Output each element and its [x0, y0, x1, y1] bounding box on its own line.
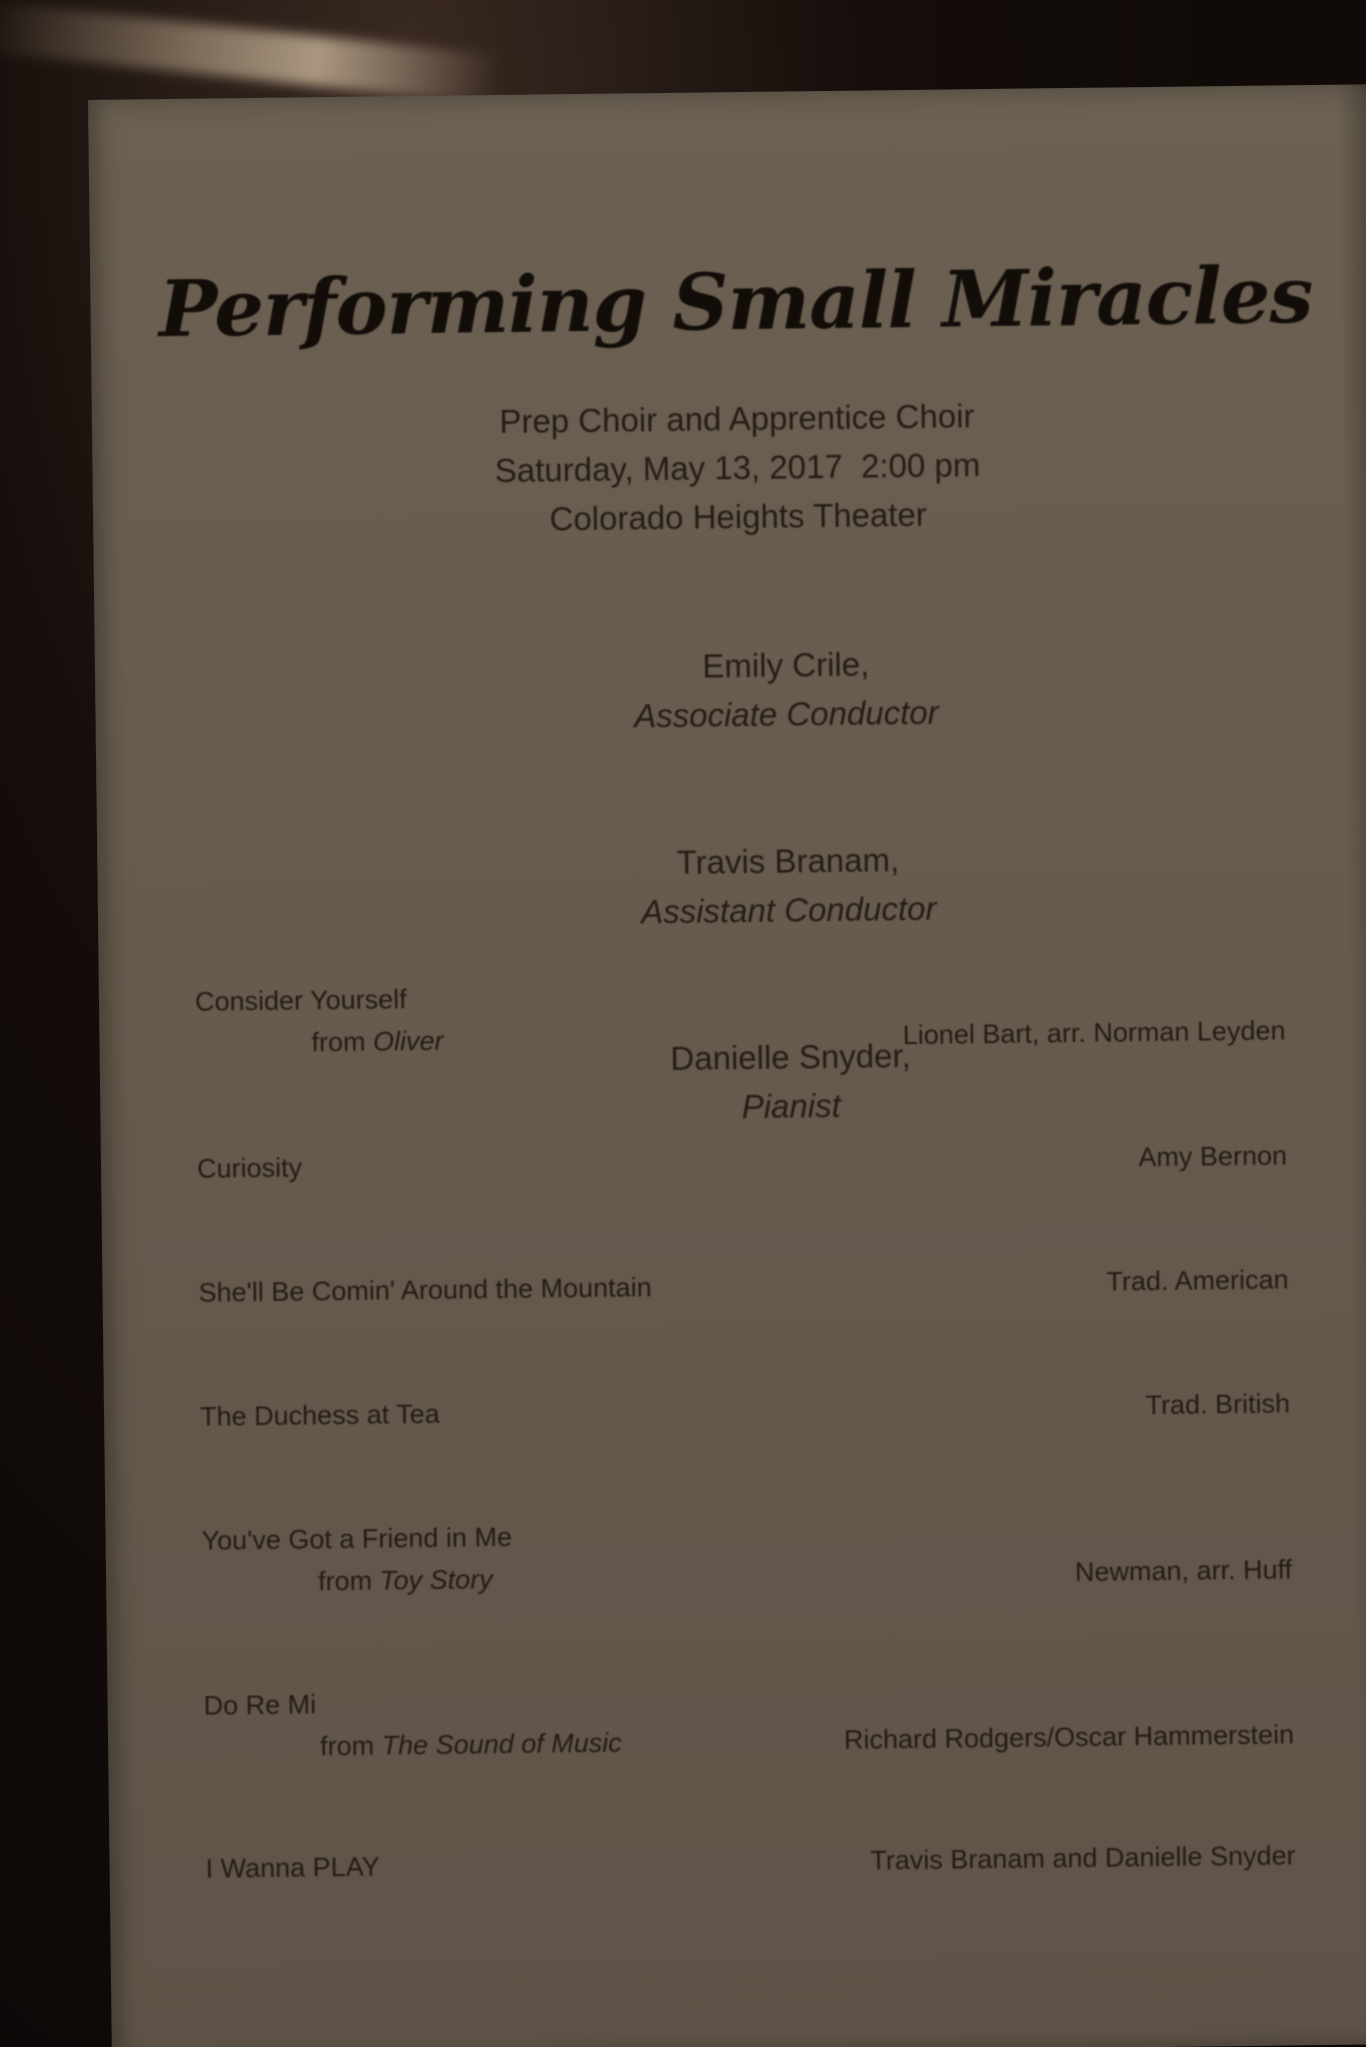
concert-title: Performing Small Miracles [158, 250, 1313, 356]
piece-title: Consider Yourself [194, 984, 407, 1017]
concert-venue: Colorado Heights Theater [549, 495, 927, 538]
piece-composer: Trad. British [1145, 1388, 1291, 1421]
credit-role: Pianist [741, 1086, 841, 1126]
program-item [205, 1840, 1296, 1884]
piece-title: Do Re Mi [203, 1689, 317, 1721]
program-item [203, 1677, 1295, 1762]
piece-source-prefix: from [311, 1026, 366, 1058]
piece-source-prefix: from [317, 1565, 373, 1597]
piece-composer: Lionel Bart, arr. Norman Leyden [902, 1015, 1286, 1051]
credit-name: Danielle Snyder, [670, 1037, 911, 1077]
program-item [201, 1512, 1293, 1597]
piece-composer: Richard Rodgers/Oscar Hammerstein [843, 1719, 1295, 1755]
piece-title: You've Got a Friend in Me [201, 1521, 513, 1556]
piece-title: I Wanna PLAY [205, 1851, 380, 1884]
piece-title: Curiosity [196, 1152, 303, 1184]
piece-source-work: Oliver [372, 1025, 444, 1057]
piece-title: She'll Be Comin' Around the Mountain [198, 1272, 652, 1308]
performer-credits [94, 584, 1366, 1188]
program-item [198, 1264, 1289, 1308]
piece-source [311, 1026, 443, 1059]
program-item [199, 1388, 1291, 1432]
piece-source-prefix: from [319, 1730, 375, 1762]
piece-title: The Duchess at Tea [199, 1398, 440, 1432]
concert-date-time: Saturday, May 13, 2017 2:00 pm [494, 446, 981, 490]
piece-composer: Travis Branam and Danielle Snyder [870, 1840, 1296, 1876]
piece-source [318, 1564, 493, 1597]
concert-details [92, 386, 1366, 549]
program-page [88, 84, 1366, 2047]
program-content [88, 84, 1366, 2047]
credit-role: Associate Conductor [633, 693, 939, 735]
credit-line [94, 584, 1366, 796]
credit-name: Emily Crile, [702, 645, 870, 685]
credit-name: Travis Branam, [676, 841, 900, 881]
piece-composer: Newman, arr. Huff [1074, 1554, 1293, 1588]
piece-composer: Trad. American [1106, 1264, 1289, 1297]
piece-source [320, 1728, 622, 1763]
piece-source-work: The Sound of Music [381, 1727, 622, 1761]
piece-source-work: Toy Story [379, 1564, 493, 1596]
credit-line [97, 780, 1366, 992]
choir-names: Prep Choir and Apprentice Choir [499, 397, 975, 440]
piece-composer: Amy Bernon [1138, 1140, 1288, 1173]
credit-role: Assistant Conductor [640, 889, 937, 931]
background-light-glare [0, 1, 501, 105]
